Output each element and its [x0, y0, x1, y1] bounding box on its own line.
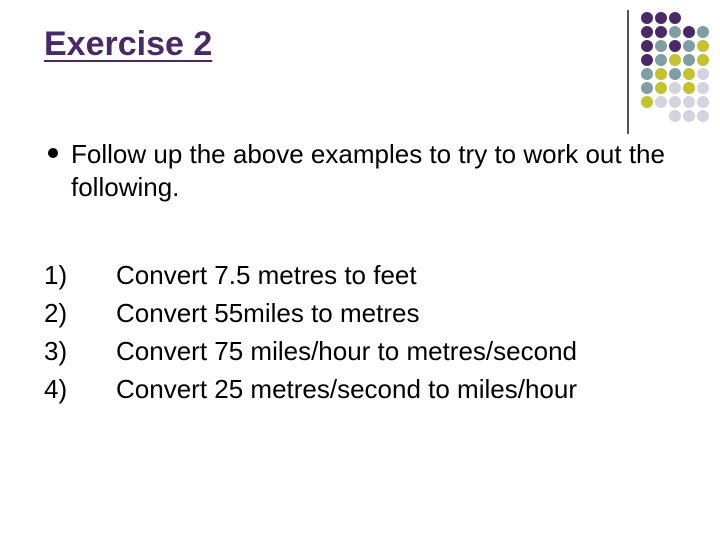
- dot: [697, 110, 709, 122]
- dot: [683, 82, 695, 94]
- dot: [655, 26, 667, 38]
- dot: [683, 96, 695, 108]
- dot: [655, 40, 667, 52]
- dot: [641, 54, 653, 66]
- dot: [697, 26, 709, 38]
- dot: [641, 96, 653, 108]
- dot: [683, 40, 695, 52]
- dot: [683, 54, 695, 66]
- dot: [697, 40, 709, 52]
- decorative-divider-line: [627, 10, 629, 134]
- bullet-dot-icon: [48, 148, 58, 158]
- dot: [641, 40, 653, 52]
- dot: [669, 26, 681, 38]
- dot: [683, 68, 695, 80]
- list-item-number: 1): [44, 260, 68, 290]
- dot: [655, 82, 667, 94]
- dot: [697, 82, 709, 94]
- list-item: [44, 294, 704, 332]
- dot: [669, 82, 681, 94]
- dot: [669, 68, 681, 80]
- dot: [655, 12, 667, 24]
- dot: [697, 54, 709, 66]
- dot: [683, 26, 695, 38]
- dot: [697, 68, 709, 80]
- list-item: [44, 256, 704, 294]
- dot: [655, 68, 667, 80]
- dot: [641, 68, 653, 80]
- dot: [641, 12, 653, 24]
- dot: [669, 54, 681, 66]
- list-item-text: Convert 25 metres/second to miles/hour: [116, 374, 577, 404]
- dot: [669, 40, 681, 52]
- list-item: [44, 332, 704, 370]
- list-item-number: 3): [44, 336, 68, 366]
- list-item-text: Convert 75 miles/hour to metres/second: [116, 336, 577, 366]
- dot: [697, 96, 709, 108]
- dot: [655, 96, 667, 108]
- dot: [641, 26, 653, 38]
- dot: [641, 82, 653, 94]
- list-item-number: 4): [44, 374, 68, 404]
- dot: [683, 110, 695, 122]
- list-item-text: Convert 55miles to metres: [116, 298, 420, 328]
- dot: [669, 110, 681, 122]
- list-item: [44, 370, 704, 408]
- bullet-text: Follow up the above examples to try to work out the following.: [71, 139, 665, 202]
- dot: [669, 96, 681, 108]
- slide-title: Exercise 2: [44, 25, 213, 63]
- list-item-text: Convert 7.5 metres to feet: [116, 260, 417, 290]
- dot: [669, 12, 681, 24]
- dot: [655, 54, 667, 66]
- list-item-number: 2): [44, 298, 68, 328]
- numbered-list: [44, 256, 704, 408]
